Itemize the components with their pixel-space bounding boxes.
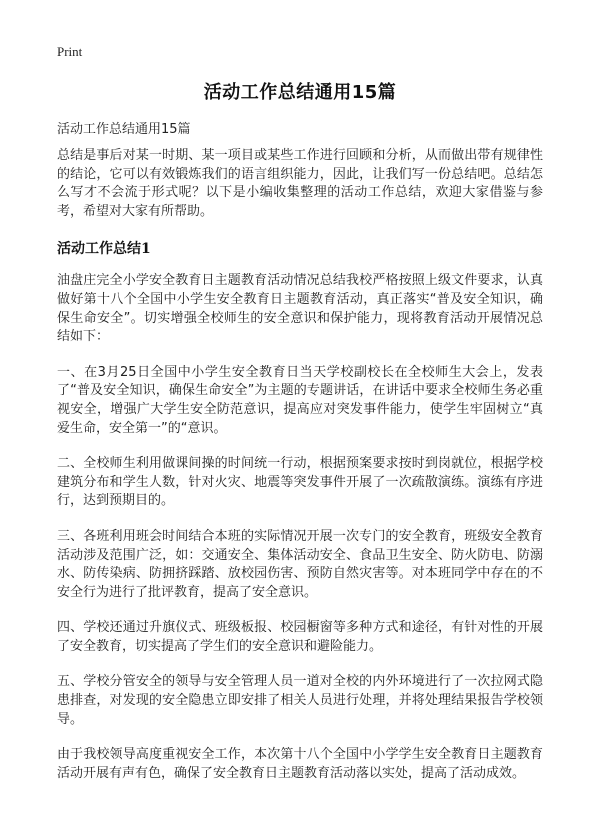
body-paragraph: 三、各班利用班会时间结合本班的实际情况开展一次专门的安全教育，班级安全教育活动涉及范围广泛，如：交通安全、集体活动安全、食品卫生安全、防火防电、防溺水、防传染病、防拥挤踩踏、放校园伤害、预防自然灾害等。对本班同学中存在的不安全行为进行了批评教育，提高了安全意识。 — [57, 528, 543, 600]
body-paragraph: 一、在3月25日全国中小学生安全教育日当天学校副校长在全校师生大会上，发表了“普及安全知识，确保生命安全”为主题的专题讲话，在讲话中要求全校师生务必重视安全，增强广大学生安全防范意识，提高应对突发事件能力，使学生牢固树立“真爱生命，安全第一”的“意识。 — [57, 364, 543, 436]
body-paragraph: 油盘庄完全小学安全教育日主题教育活动情况总结我校严格按照上级文件要求，认真做好第十八个全国中小学生安全教育日主题教育活动，真正落实“普及安全知识，确保生命安全”。切实增强全校师生的安全意识和保护能力，现将教育活动开展情况总结如下： — [57, 273, 543, 345]
body-paragraph: 二、全校师生利用做课间操的时间统一行动，根据预案要求按时到岗就位，根据学校建筑分布和学生人数，针对火灾、地震等突发事件开展了一次疏散演练。演练有序进行，达到预期目的。 — [57, 456, 543, 509]
intro-paragraph: 总结是事后对某一时期、某一项目或某些工作进行回顾和分析，从而做出带有规律性的结论，它可以有效锻炼我们的语言组织能力，因此，让我们写一份总结吧。总结怎么写才不会流于形式呢？以下是小编收集整理的活动工作总结，欢迎大家借鉴与参考，希望对大家有所帮助。 — [57, 148, 543, 219]
print-label: Print — [57, 44, 83, 59]
body-paragraph: 四、学校还通过升旗仪式、班级板报、校园橱窗等多种方式和途径，有针对性的开展了安全教育，切实提高了学生们的安全意识和避险能力。 — [57, 620, 543, 654]
document-title: 活动工作总结通用15篇 — [203, 82, 397, 103]
document-body — [57, 147, 543, 800]
body-paragraph: 五、学校分管安全的领导与安全管理人员一道对全校的内外环境进行了一次拉网式隐患排查，对发现的安全隐患立即安排了相关人员进行处理，并将处理结果报告学校领导。 — [57, 674, 543, 727]
body-paragraph: 由于我校领导高度重视安全工作，本次第十八个全国中小学学生安全教育日主题教育活动开展有声有色，确保了安全教育日主题教育活动落以实处，提高了活动成效。 — [57, 747, 543, 781]
document-subtitle: 活动工作总结通用15篇 — [57, 122, 191, 137]
section-heading: 活动工作总结1 — [57, 241, 151, 258]
